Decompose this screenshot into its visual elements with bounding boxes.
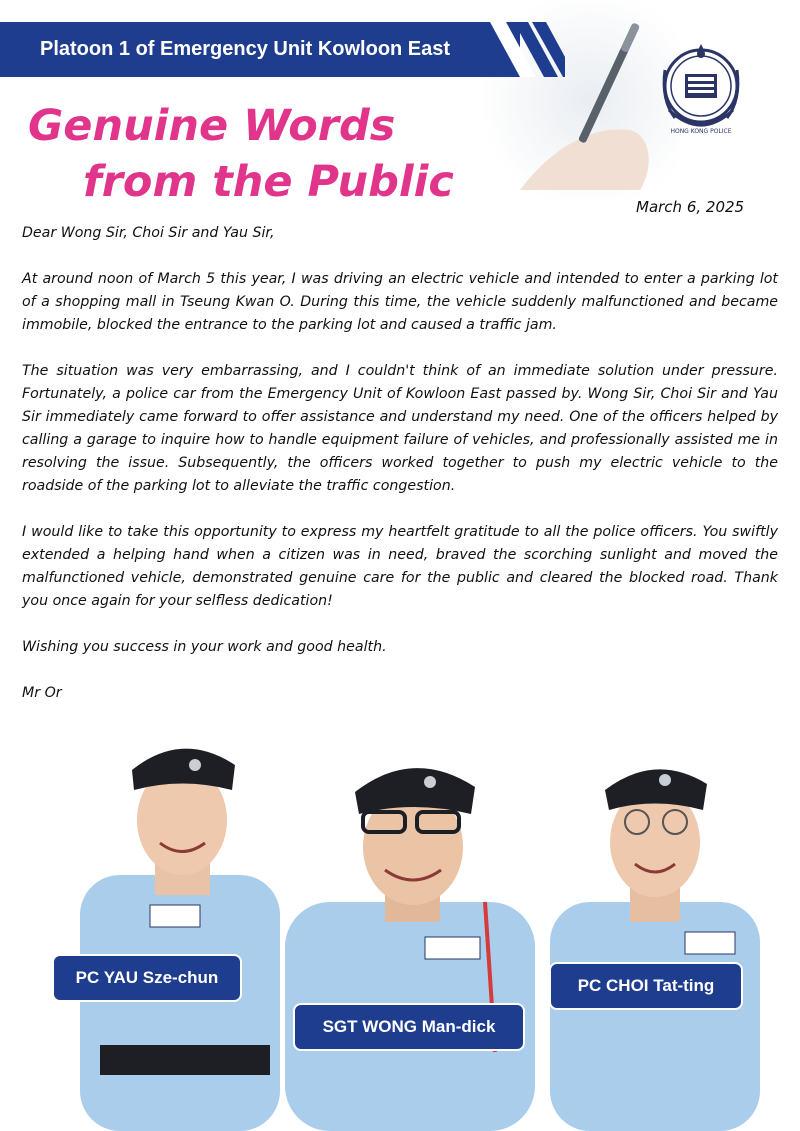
officer-photo-wong [275, 752, 545, 1131]
crest-text: HONG KONG POLICE [670, 128, 732, 135]
title-line-2: from the Public [83, 157, 454, 207]
letter-date: March 6, 2025 [636, 198, 745, 216]
unit-name: Platoon 1 of Emergency Unit Kowloon East [40, 38, 451, 60]
officer-name-badge-yau: PC YAU Sze-chun [52, 954, 242, 1002]
officer-name-badge-wong: SGT WONG Man-dick [293, 1003, 525, 1051]
letter-paragraph-1: At around noon of March 5 this year, I was driving an electric vehicle and intended to enter a parking lot of a shopping mall in Tseung Kwan O. During this time, the vehicle suddenly malfunctioned and became immobile, blocked the entrance to the parking lot and caused a traffic jam. [22, 271, 778, 333]
letter-signature: Mr Or [22, 685, 62, 701]
officer-photo-yau [60, 725, 290, 1131]
officer-name-badge-choi: PC CHOI Tat-ting [549, 962, 743, 1010]
page-title [28, 98, 454, 210]
letter-closing: Wishing you success in your work and good health. [22, 639, 387, 655]
letter-body [22, 222, 778, 728]
letter-salutation: Dear Wong Sir, Choi Sir and Yau Sir, [22, 225, 275, 241]
hong-kong-police-crest [655, 40, 747, 140]
banner-stripes [470, 22, 565, 77]
officer-photo-choi [535, 752, 775, 1131]
letter-paragraph-3: I would like to take this opportunity to express my heartfelt gratitude to all the police officers. You swiftly extended a helping hand when a citizen was in need, braved the scorching sunlight and moved the malfunctioned vehicle, demonstrated genuine care for the public and cleared the blocked road. Thank you once again for your selfless dedication! [22, 524, 778, 609]
letter-paragraph-2: The situation was very embarrassing, and I couldn't think of an immediate solution under pressure. Fortunately, a police car from the Emergency Unit of Kowloon East passed by. Wong Sir, Choi Sir and Yau Sir immediately came forward to offer assistance and understand my need. One of the officers helped by calling a garage to inquire how to handle equipment failure of vehicles, and professionally assisted me in resolving the issue. Subsequently, the officers worked together to push my electric vehicle to the roadside of the parking lot to alleviate the traffic congestion. [22, 363, 778, 494]
title-line-1: Genuine Words [28, 101, 396, 151]
